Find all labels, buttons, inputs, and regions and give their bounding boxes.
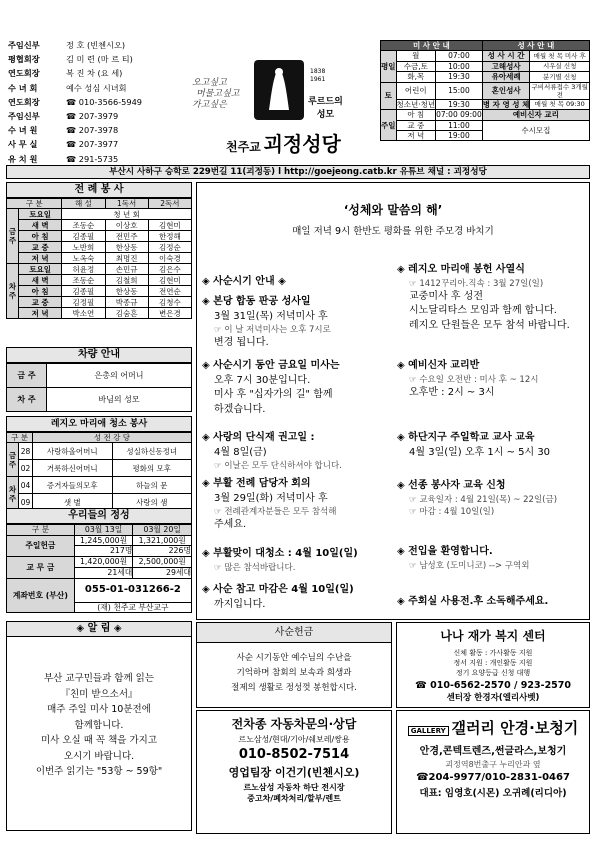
parish-name: 루르드의 성모 (308, 97, 343, 120)
founding-years: 1838 1961 (310, 68, 326, 83)
main-announcements (196, 182, 590, 620)
mass-sacrament-table: 미 사 안 내 성 사 안 내 평일 월 07:00 성 사 시 간 매월 첫 목 미사 후 수금,토 10:00 고해성사 시우실 신청 화,목 19:30 유아세례 분기별 신청 토 어린이 15:00 혼인성사 구비서류접수 3개월 전 청소년·청년 19:30 병 자 영 성 체 매월 첫 목 09:30 주일 아 침 07:00 09:00 예비신자 교리 교 중 11:00 수시모집 저 녁 19:00 (381, 41, 588, 140)
address-bar: 부산시 사하구 승학로 229번길 11(괴정동) l http://goejeong.catb.kr 유튜브 채널 : 괴정성당 (6, 165, 590, 179)
staff-row: 수 녀 원 ☎ 207-3978 (8, 125, 119, 136)
announcement-item: ◈ 주회실 사용전.후 소독해주세요. (397, 596, 549, 607)
staff-row: 주임신부 정 호 (빈첸시오) (8, 40, 126, 50)
service-table: 전 례 봉 사 구 분 해 설 1독서 2독서 금 주 토요일 청 년 회 새 벽 조동순 이상호 김현미 아 침 김종필 전민주 한정해 교 중 노반희 한상동 김정순 저 녁 노옥숙 최명진 이숙경 차 주 토요일 허윤정 손민규 김은수 새 벽 조동순 김철희 김현미 아 침 김종필 한상동 전연순 교 중 김정필 박종규 김청수 저 녁 박소연 김숨흔 변은경 (6, 182, 192, 319)
announcement-item: ◈ 선종 봉사자 교육 신청 ☞ 교육일자 : 4월 21일(목) ~ 22일(금) ☞ 마감 : 4월 10일(일) (397, 480, 558, 517)
notice-text: 부산 교구민들과 함께 읽는 『친미 받으소서』 매주 주일 미사 10분전에 함께합니다. 미사 오실 때 꼭 책을 가지고 오시기 바랍니다. 이번주 읽기는 "53항 ~ 59항" (35, 673, 163, 777)
staff-row: 유 치 원 ☎ 291-5735 (8, 153, 119, 164)
announcement-item: ◈ 하단지구 주일학교 교사 교육 4월 3일(일) 오후 1시 ~ 5시 30 (397, 432, 551, 458)
motto: 오고싶고 머물고싶고 가고싶은 (192, 78, 240, 110)
staff-row: 사 무 실 ☎ 207-3977 (8, 139, 119, 150)
legio-cleaning: 레지오 마리애 청소 봉사 구 분 성 전 강 당 금 주 28 사랑하올어머니 성실하신동정녀 02 거룩하신어머니 평화의 모후 차 주 04 증거자들의모후 하늘의 문 09 샛 별 사랑의 샘 (6, 416, 192, 511)
staff-row: 주임신부 ☎ 207-3979 (8, 111, 119, 122)
announcement-item: ◈ 부활 전례 담당자 회의 3월 29일(화) 저녁미사 후 ☞ 전례관계자분들은 모두 참석해 주세요. (202, 478, 337, 531)
main-subheading: 매일 저녁 9시 한반도 평화를 위한 주모경 바치기 (292, 226, 494, 237)
staff-list (8, 38, 184, 166)
church-logo (188, 58, 368, 158)
staff-row: 연도회장 복 진 차 (요 세) (8, 68, 123, 79)
announcement-item: ◈ 전입을 환영합니다. ☞ 남성호 (도미니코) --> 구역외 (397, 546, 530, 571)
staff-row: 수 녀 회 예수 성심 시녀회 (8, 82, 127, 93)
main-heading: ‘성체와 말씀의 해’ (343, 203, 443, 217)
offering-table: 우리들의 정성 구 분 03월 13일 03월 20일 주일헌금 1,245,000원 1,321,000원 217명 226명 교 무 금 1,420,000원 2,500,000원 21세대 29세대 계좌번호 (부산) 055-01-031266-2 (재) 천주교 부산교구 (6, 508, 192, 613)
announcement-item: ◈ 레지오 마리애 봉헌 사열식 ☞ 1412꾸리아.직속 : 3월 27일(일) 교중미사 후 성전 시노달리타스 모임과 함께 합니다. 레지오 단원들은 모두 참석 바랍니다. (397, 264, 570, 331)
announcement-item: ◈ 사순시기 동안 금요일 미사는 오후 7시 30분입니다. 미사 후 "십자가의 길" 함께 하겠습니다. (202, 360, 340, 415)
announcement-item: ◈ 사순시기 안내 ◈ (202, 276, 286, 287)
announcement-item: ◈ 본당 합동 판공 성사일 3월 31일(목) 저녁미사 후 ☞ 이 날 저녁미사는 오후 7시로 변경 됩니다. (202, 296, 331, 349)
announcement-item: ◈ 사순 참고 마감은 4월 10일(일) 까지입니다. (202, 584, 354, 610)
car-guide: 차량 안내 금 주 은총의 어머니 차 주 바님의 성모 (6, 347, 192, 412)
announcement-item: ◈ 부활맞이 대청소 : 4월 10일(일) ☞ 많은 참석바랍니다. (202, 548, 358, 573)
car-dealer-ad: 전차종 자동차문의·상담 르노삼성/현대/기아/쉐보레/쌍용 010-8502-7514 영업팀장 이건기(빈첸시오) 르노삼성 자동차 하단 전시장 중고차/폐차처리/할부/렌트 (196, 710, 392, 834)
welfare-center-ad: 나나 재가 복지 센터 신체 활동 : 가사활동 지원 정서 지원 : 개인활동 지원 정기 요양등급 신청 대행 ☎ 010-6562-2570 / 923-2570 센터장 한경자(엘리사벳) (396, 622, 590, 708)
lent-offering-box: 사순헌금 사순 시기동안 예수님의 수난을 기억하며 참회의 보속과 희생과 절제의 생활로 정성껏 봉헌합시다. (196, 622, 392, 708)
notice-box (6, 621, 192, 831)
staff-row: 연도회장 ☎ 010-3566-5949 (8, 96, 143, 107)
logo-emblem (254, 60, 304, 120)
optician-ad: GALLERY 갤러리 안경·보청기 안경,콘텍트렌즈,썬글라스,보청기 괴정역8번출구 누리안과 옆 ☎204-9977/010-2831-0467 대표: 임영호(시몬) 오귀례(리디아) (396, 710, 590, 834)
announcement-item: ◈ 사랑의 단식재 권고일 : 4월 8일(금) ☞ 이날은 모두 단식하셔야 합니다. (202, 432, 342, 471)
announcement-item: ◈ 예비신자 교리반 ☞ 수요일 오전반 : 미사 후 ~ 12시 오후반 : 2시 ~ 3시 (397, 360, 539, 398)
notice-title: ◈ 알 림 ◈ (7, 622, 191, 637)
staff-row: 평협회장 김 미 련 (마 르 티) (8, 54, 133, 65)
page-title: 천주교 괴정성당 (226, 132, 341, 156)
